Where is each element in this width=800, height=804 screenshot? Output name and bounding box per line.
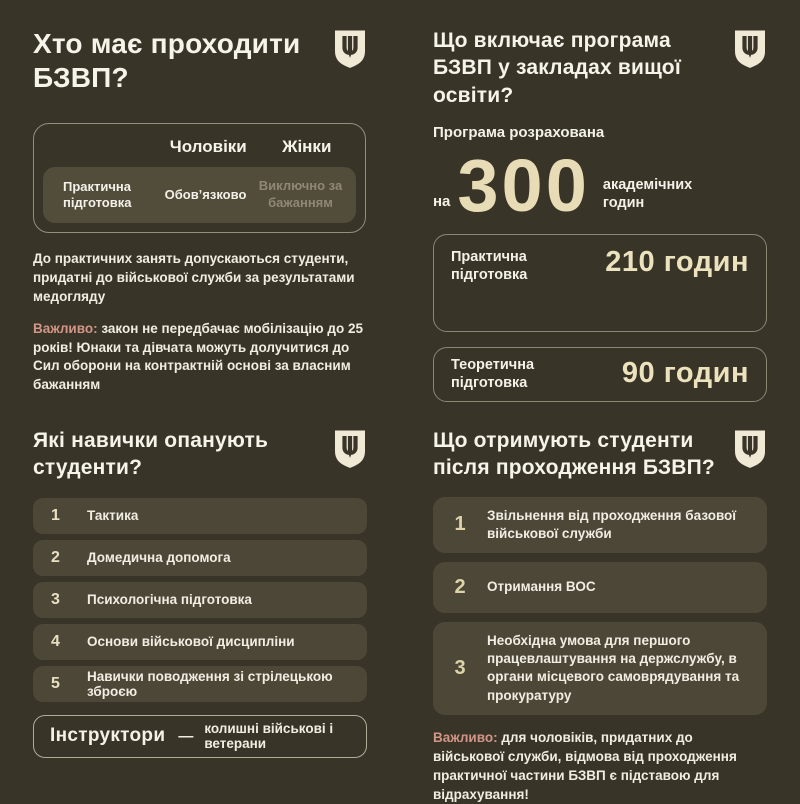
practical-hours-card <box>433 234 767 332</box>
hours-prefix: на <box>433 192 451 210</box>
trident-shield-icon <box>333 429 367 474</box>
item-label: Тактика <box>87 508 139 524</box>
item-number: 1 <box>454 513 466 536</box>
page-title: Що включає програма БЗВП у закладах вищої освіти? <box>433 29 681 107</box>
important-text: закон не передбачає мобілізацію до 25 років! Юнаки та дівчата можуть долучитися до Сил оборони на контрактній основі за власним бажанням <box>33 320 363 393</box>
item-number: 4 <box>51 632 60 650</box>
card-value: 90 годин <box>621 356 749 389</box>
panel-header <box>433 27 767 109</box>
list-item <box>433 622 767 715</box>
panel-header <box>33 427 367 482</box>
item-label: Навички поводження зі стрілецькою зброєю <box>87 668 333 699</box>
eligibility-table <box>33 123 366 233</box>
instructors-card <box>33 715 367 758</box>
hours-suffix: академічних годин <box>602 176 693 211</box>
table-header-row <box>43 137 356 157</box>
item-label: Домедична допомога <box>87 550 231 566</box>
card-label: Теоретична підготовка <box>451 357 535 392</box>
table-row <box>43 167 356 223</box>
dash-separator: — <box>178 727 194 745</box>
item-number: 2 <box>51 548 60 566</box>
table-corner-cell <box>43 137 159 157</box>
panel-benefits <box>400 400 800 800</box>
trident-shield-icon <box>733 29 767 74</box>
table-col-men: Чоловіки <box>169 137 247 157</box>
panel-program-content <box>400 0 800 400</box>
item-number: 5 <box>51 674 60 692</box>
panel-header <box>33 27 367 94</box>
card-value: 210 годин <box>605 245 749 278</box>
table-cell-women: Виключно за бажанням <box>258 178 343 211</box>
instructors-text: колишні військові і ветерани <box>204 721 334 752</box>
panel-skills <box>0 400 400 800</box>
eligibility-note: До практичних занять допускаються студенти, придатні до військової служби за результатами медогляду <box>33 250 355 304</box>
item-number: 1 <box>51 506 60 524</box>
list-item <box>433 497 767 553</box>
item-number: 2 <box>454 576 466 599</box>
list-item <box>33 666 367 702</box>
list-item <box>33 498 367 534</box>
list-item <box>33 540 367 576</box>
trident-shield-icon <box>733 429 767 474</box>
list-item <box>433 562 767 613</box>
important-note <box>433 729 763 804</box>
page-title: Що отримують студенти після проходження БЗВП? <box>433 429 715 480</box>
table-row-label: Практична підготовка <box>63 178 132 211</box>
important-label: Важливо: <box>433 729 498 745</box>
panel-header <box>433 427 767 482</box>
skills-list <box>33 498 367 702</box>
panel-who-must-pass <box>0 0 400 400</box>
theoretical-hours-card <box>433 347 767 402</box>
important-note <box>33 320 371 396</box>
important-text: для чоловіків, придатних до військової служби, відмова від проходження практичної частини БЗВП є підставою для відрахування! <box>433 729 737 802</box>
hours-total-number: 300 <box>457 144 590 228</box>
item-label: Психологічна підготовка <box>87 592 252 608</box>
instructors-label: Інструктори <box>50 725 166 747</box>
trident-shield-icon <box>333 29 367 74</box>
list-item <box>33 624 367 660</box>
table-cell-men: Обов’язково <box>164 186 247 202</box>
list-item <box>33 582 367 618</box>
item-number: 3 <box>454 656 466 679</box>
table-col-women: Жінки <box>282 137 332 157</box>
item-label: Основи військової дисципліни <box>87 634 295 650</box>
important-label: Важливо: <box>33 320 98 336</box>
card-label: Практична підготовка <box>451 248 528 284</box>
item-number: 3 <box>51 590 60 608</box>
total-hours-figure <box>433 143 767 228</box>
item-text: Необхідна умова для першого працевлаштування на держслужбу, в органи місцевого самоврядування та прокуратуру <box>487 633 740 703</box>
item-text: Отримання ВОС <box>487 579 596 595</box>
program-lead: Програма розрахована <box>433 123 605 141</box>
item-text: Звільнення від проходження базової військової служби <box>487 507 737 541</box>
page-title: Які навички опанують студенти? <box>33 429 269 480</box>
page-title: Хто має проходити БЗВП? <box>33 28 301 93</box>
